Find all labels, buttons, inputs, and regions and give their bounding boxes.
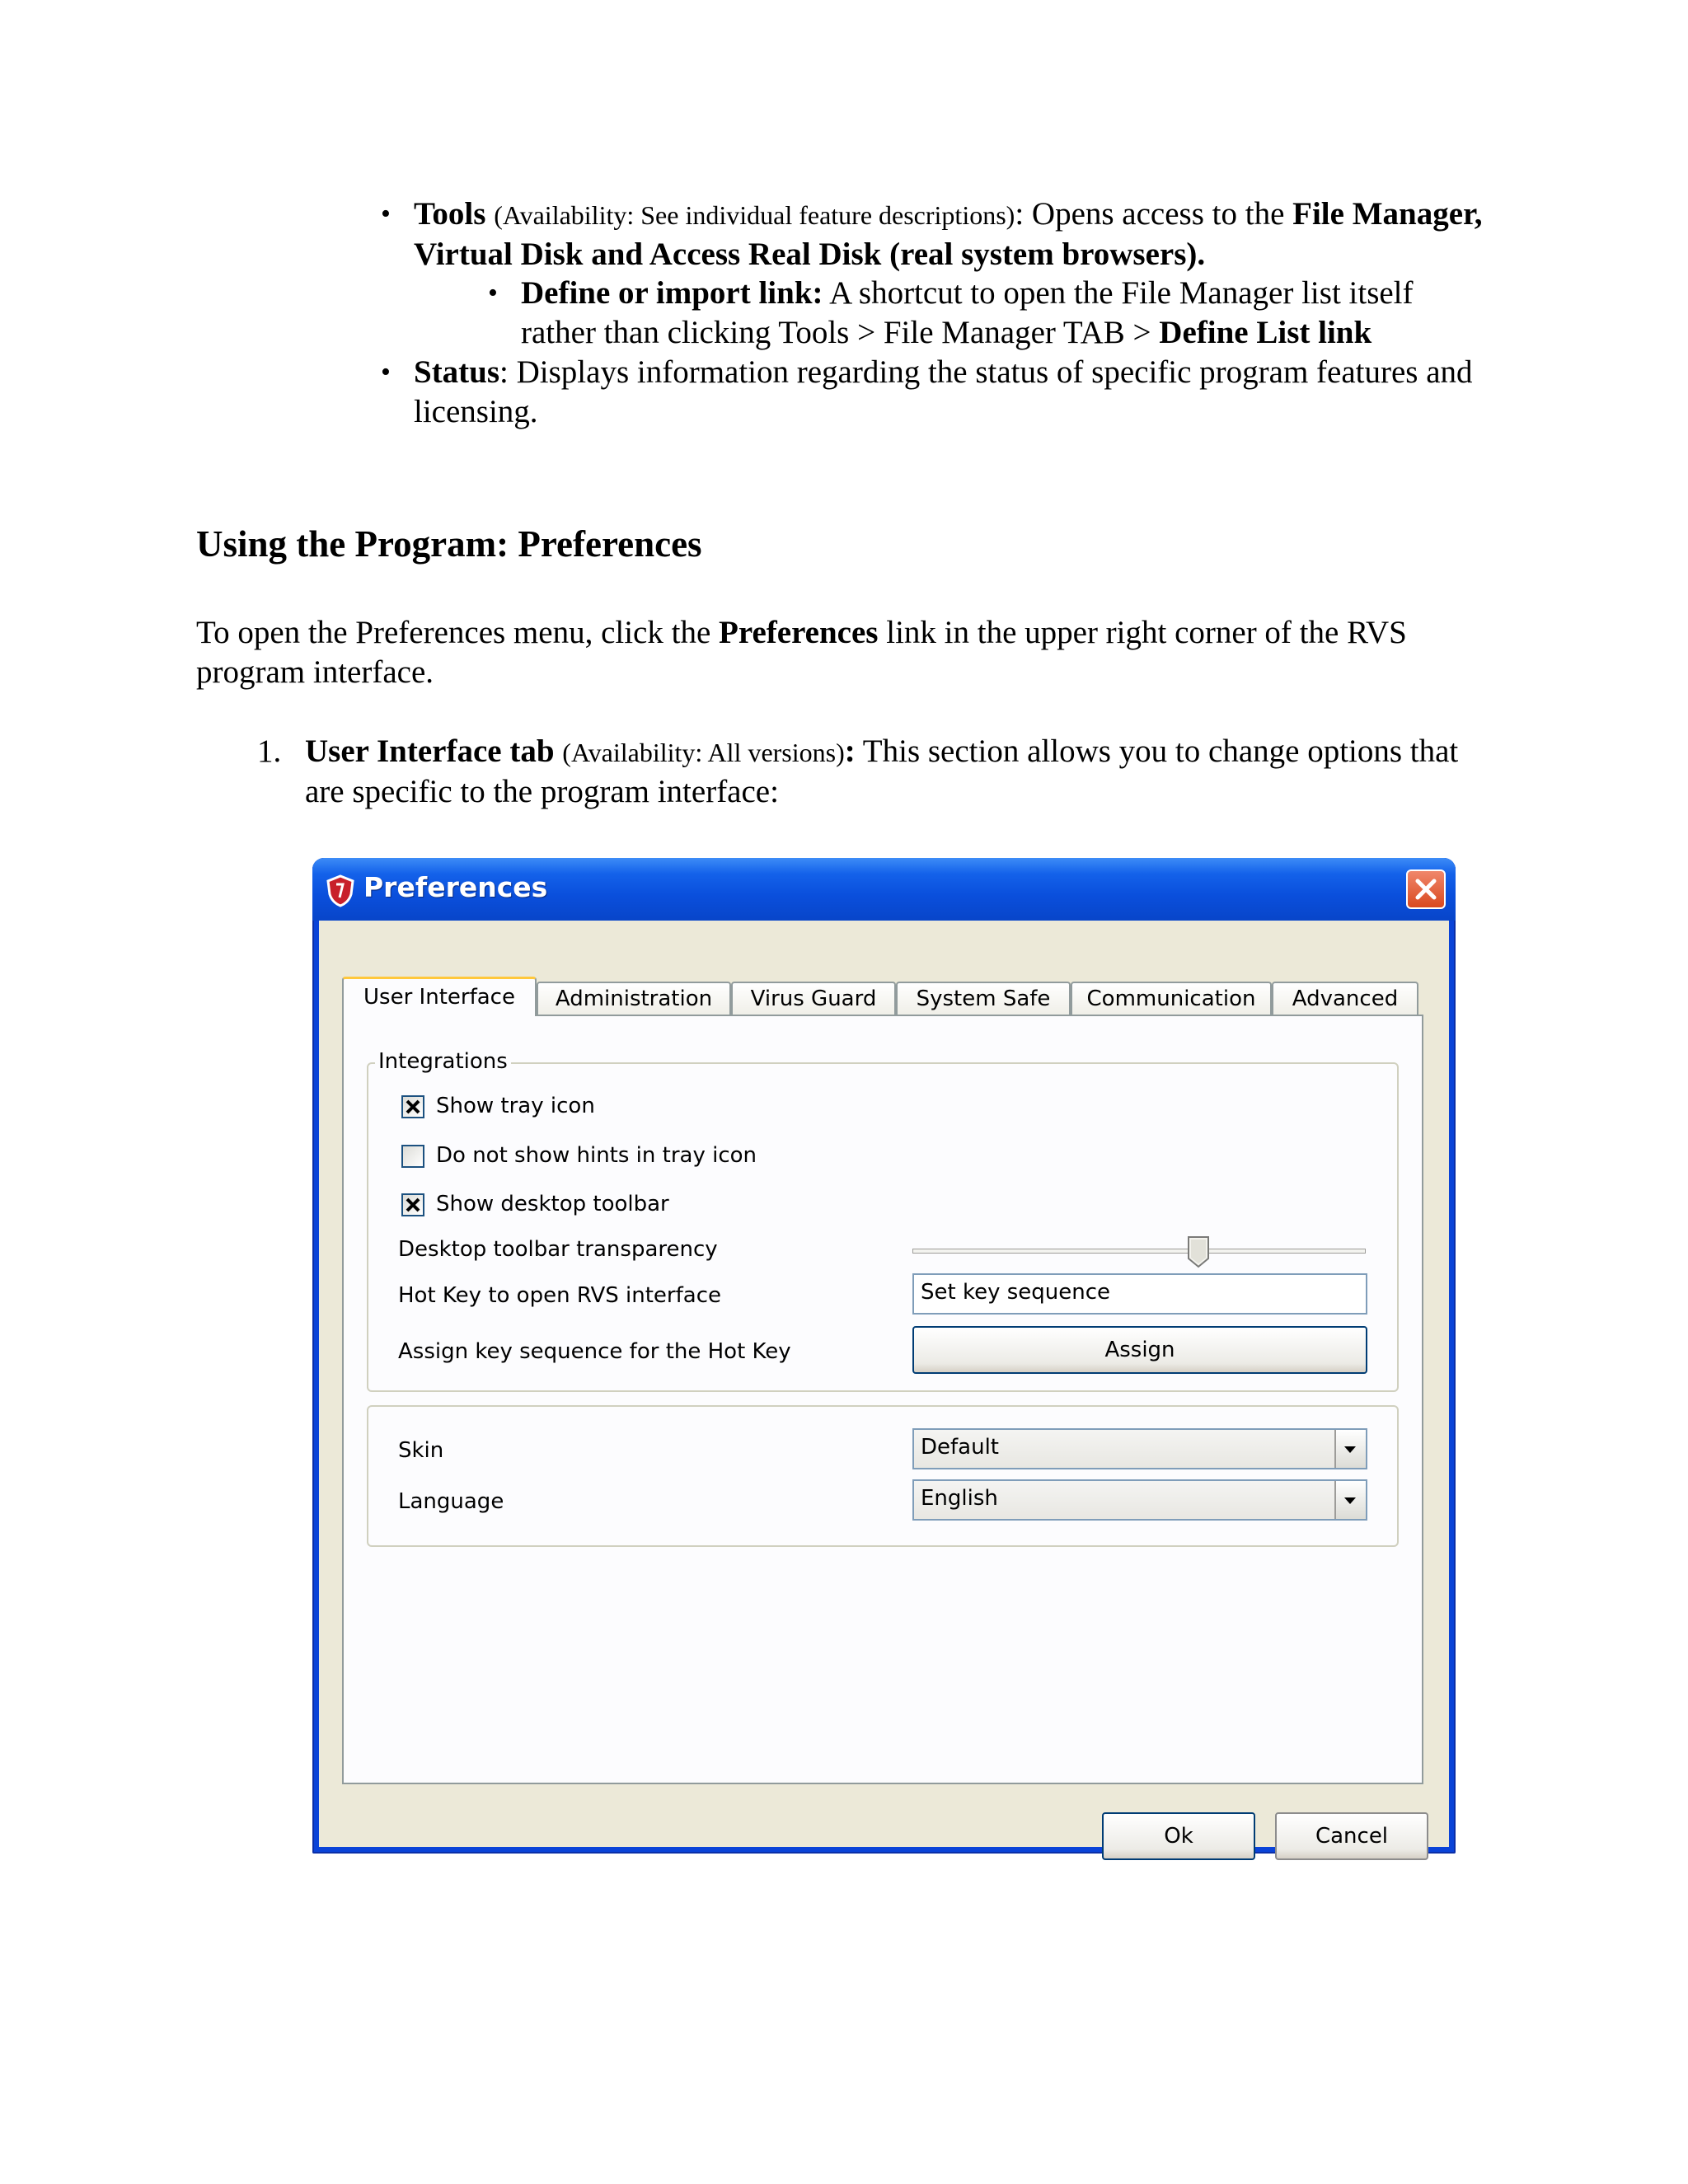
bullet-term: Define or import link: [521,275,823,311]
bullet-dot: • [381,357,391,387]
close-button[interactable] [1406,869,1446,909]
section-heading: Using the Program: Preferences [196,523,702,565]
skin-dropdown-arrow[interactable] [1334,1430,1366,1468]
language-dropdown[interactable] [912,1479,1367,1521]
bullet-bold-text: File Manager, Virtual Disk and Access Real Disk (real system browsers). [414,196,1483,272]
close-icon [1408,871,1444,907]
language-value: English [921,1486,998,1511]
availability-note: (Availability: See individual feature descriptions) [494,200,1015,230]
tab-virus-guard[interactable]: Virus Guard [731,982,896,1015]
language-label: Language [398,1489,504,1514]
tab-communication[interactable]: Communication [1071,982,1272,1015]
language-dropdown-arrow[interactable] [1334,1481,1366,1519]
bullet-dot: • [381,199,391,229]
checkmark-x-icon [405,1197,421,1213]
skin-dropdown[interactable] [912,1428,1367,1469]
numbered-item-user-interface: User Interface tab (Availability: All versions): This section allows you to change options that are specific to the program interface: [305,733,1459,809]
tab-advanced[interactable]: Advanced [1272,982,1418,1015]
ok-button[interactable]: Ok [1102,1812,1255,1860]
tab-panel-user-interface [342,1015,1423,1784]
tab-administration[interactable]: Administration [537,982,731,1015]
bullet-term: Status [414,354,500,390]
tab-system-safe[interactable]: System Safe [896,982,1071,1015]
bullet-tools [414,194,1485,274]
show-tray-icon-checkbox[interactable] [401,1095,424,1118]
transparency-label: Desktop toolbar transparency [398,1237,718,1262]
dialog-client-area [319,921,1449,1847]
show-desktop-toolbar-label: Show desktop toolbar [436,1192,669,1216]
transparency-slider-track[interactable] [912,1249,1366,1254]
list-number: 1. [257,733,282,769]
bullet-status [414,353,1485,432]
show-tray-icon-label: Show tray icon [436,1094,595,1118]
cancel-button[interactable]: Cancel [1275,1812,1428,1860]
hotkey-label: Hot Key to open RVS interface [398,1283,721,1308]
bullet-text: : Opens access to the [1015,196,1293,232]
bullet-term: Tools [414,196,486,232]
appearance-group [367,1405,1399,1547]
integrations-group [367,1049,1399,1392]
checkmark-x-icon [405,1099,421,1115]
tab-user-interface[interactable]: User Interface [342,977,537,1016]
dialog-title: Preferences [363,871,548,903]
bullet-text: A shortcut to open the File Manager list itself rather than clicking Tools > File Manager TAB > [521,275,1414,350]
skin-label: Skin [398,1438,444,1463]
transparency-slider-thumb[interactable] [1186,1235,1211,1268]
show-desktop-toolbar-checkbox[interactable] [401,1193,424,1216]
chevron-down-icon [1336,1481,1364,1519]
title-bar[interactable] [312,858,1456,921]
bullet-text: : Displays information regarding the status of specific program features and licensing. [414,354,1473,429]
bullet-define-link [521,274,1477,353]
no-hints-checkbox[interactable] [401,1145,424,1168]
integrations-legend: Integrations [375,1049,511,1074]
hotkey-input[interactable]: Set key sequence [912,1273,1367,1315]
shield-icon [326,874,355,907]
bullet-bold-text: Define List link [1159,315,1372,350]
intro-paragraph: To open the Preferences menu, click the Preferences link in the upper right corner of the RVS program interface. [196,615,1407,690]
chevron-down-icon [1336,1430,1364,1468]
preferences-dialog [312,858,1456,1854]
assign-label: Assign key sequence for the Hot Key [398,1339,791,1364]
assign-button[interactable]: Assign [912,1326,1367,1374]
sub-bullet-dot: • [488,278,498,308]
no-hints-label: Do not show hints in tray icon [436,1143,757,1168]
skin-value: Default [921,1435,999,1460]
